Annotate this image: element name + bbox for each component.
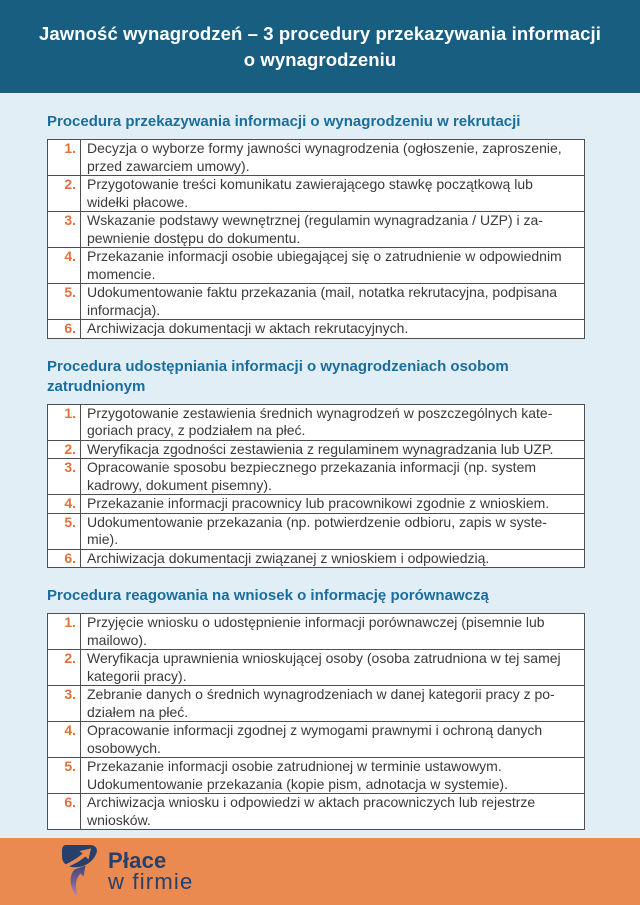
step-text	[81, 549, 585, 568]
step-text	[81, 176, 585, 212]
step-text-line: mie).	[87, 531, 119, 547]
step-text-line: Przygotowanie treści komunikatu zawierającego stawkę początkową lub	[87, 176, 533, 192]
brand-logo	[60, 844, 193, 899]
step-number: 6.	[48, 320, 81, 339]
step-text-line: Przekazanie informacji osobie zatrudnionej w terminie ustawowym.	[87, 758, 502, 774]
step-text	[81, 614, 585, 650]
table-row	[48, 440, 585, 459]
step-text	[81, 212, 585, 248]
step-number: 5.	[48, 758, 81, 794]
step-text-line: Udokumentowanie przekazania (np. potwierdzenie odbioru, zapis w syste-	[87, 513, 547, 530]
logo-wordmark-line-1: Płace	[108, 848, 167, 873]
step-text	[81, 650, 585, 686]
page-title-line-2: o wynagrodzeniu	[243, 48, 397, 70]
page-title-line-1: Jawność wynagrodzeń – 3 procedury przekazywania informacji	[38, 22, 601, 44]
table-row	[48, 284, 585, 320]
step-number: 6.	[48, 794, 81, 830]
step-number: 2.	[48, 650, 81, 686]
step-text-line: Opracowanie informacji zgodnej z wymogami prawnymi i ochroną danych	[87, 722, 543, 738]
step-number: 2.	[48, 440, 81, 459]
table-row	[48, 549, 585, 568]
step-text	[81, 140, 585, 176]
steps-table-recruitment	[47, 139, 585, 339]
step-text-line: wniosków.	[87, 811, 151, 828]
logo-wordmark-line-2: w firmie	[108, 869, 194, 894]
table-row	[48, 722, 585, 758]
table-row	[48, 176, 585, 212]
step-text-line: Archiwizacja dokumentacji w aktach rekrutacyjnych.	[87, 320, 409, 336]
step-text-line: Przekazanie informacji osobie ubiegającej się o zatrudnienie w odpowiednim	[87, 248, 562, 264]
step-text	[81, 722, 585, 758]
step-text-line: Weryfikacja uprawnienia wnioskującej osoby (osoba zatrudniona w tej samej	[87, 650, 561, 666]
step-text-line: działem na płeć.	[87, 703, 189, 720]
table-row	[48, 248, 585, 284]
step-text	[81, 686, 585, 722]
step-text	[81, 513, 585, 549]
footer-banner	[0, 838, 640, 905]
step-text-line: przed zawarciem umowy).	[87, 157, 250, 174]
step-text	[81, 248, 585, 284]
step-number: 1.	[48, 614, 81, 650]
step-text-line: informacja).	[87, 301, 161, 318]
table-row	[48, 495, 585, 514]
table-row	[48, 513, 585, 549]
step-text-line: Zebranie danych o średnich wynagrodzeniach w danej kategorii pracy z po-	[87, 686, 555, 702]
step-text-line: momencie.	[87, 265, 156, 282]
steps-table-employees	[47, 404, 585, 569]
step-text	[81, 320, 585, 339]
header-banner	[0, 0, 640, 93]
step-number: 5.	[48, 284, 81, 320]
step-text	[81, 284, 585, 320]
step-number: 6.	[48, 549, 81, 568]
step-text-line: kadrowy, dokument pisemny).	[87, 476, 272, 493]
step-number: 1.	[48, 404, 81, 440]
table-row	[48, 212, 585, 248]
section-employees	[47, 357, 585, 569]
step-text-line: Przyjęcie wniosku o udostępnienie informacji porównawczej (pisemnie lub	[87, 614, 545, 630]
step-number: 3.	[48, 212, 81, 248]
step-text-line: Przekazanie informacji pracownicy lub pracownikowi zgodnie z wnioskiem.	[87, 495, 550, 511]
step-text-line: Udokumentowanie przekazania (kopie pism, adnotacja w systemie).	[87, 775, 508, 792]
place-w-firmie-logo-icon	[60, 844, 99, 899]
section-recruitment	[47, 112, 585, 339]
content-area	[0, 93, 640, 838]
table-row	[48, 686, 585, 722]
table-row	[48, 650, 585, 686]
step-text-line: Przygotowanie zestawienia średnich wynagrodzeń w poszczególnych kate-	[87, 404, 553, 421]
step-text-line: widełki płacowe.	[87, 193, 189, 210]
step-text-line: pewnienie dostępu do dokumentu.	[87, 229, 301, 246]
step-text-line: Archiwizacja dokumentacji związanej z wnioskiem i odpowiedzią.	[87, 549, 490, 566]
step-number: 3.	[48, 459, 81, 495]
step-text	[81, 758, 585, 794]
step-text-line: Decyzja o wyborze formy jawności wynagrodzenia (ogłoszenie, zaproszenie,	[87, 140, 562, 156]
step-text-line: goriach pracy, z podziałem na płeć.	[87, 422, 306, 438]
section-heading: Procedura przekazywania informacji o wynagrodzeniu w rekrutacji	[47, 113, 521, 130]
section-heading: Procedura reagowania na wniosek o informację porównawczą	[47, 587, 489, 604]
table-row	[48, 794, 585, 830]
step-number: 1.	[48, 140, 81, 176]
step-number: 2.	[48, 176, 81, 212]
step-text-line: Archiwizacja wniosku i odpowiedzi w aktach pracowniczych lub rejestrze	[87, 794, 536, 810]
step-text-line: osobowych.	[87, 739, 161, 756]
step-text-line: kategorii pracy).	[87, 667, 187, 684]
step-text	[81, 495, 585, 514]
table-row	[48, 404, 585, 440]
step-text-line: Wskazanie podstawy wewnętrznej (regulamin wynagradzania / UZP) i za-	[87, 212, 543, 228]
step-text-line: Udokumentowanie faktu przekazania (mail, notatka rekrutacyjna, podpisana	[87, 284, 558, 300]
step-text	[81, 459, 585, 495]
step-text-line: mailowo).	[87, 631, 147, 648]
table-row	[48, 614, 585, 650]
steps-table-comparative	[47, 613, 585, 830]
table-row	[48, 459, 585, 495]
table-row	[48, 758, 585, 794]
step-text-line: Opracowanie sposobu bezpiecznego przekazania informacji (np. system	[87, 459, 537, 475]
section-comparative-request	[47, 586, 585, 830]
table-row	[48, 140, 585, 176]
table-row	[48, 320, 585, 339]
section-heading: Procedura udostępniania informacji o wynagrodzeniach osobom zatrudnionym	[47, 357, 509, 395]
step-number: 5.	[48, 513, 81, 549]
step-text-line: Weryfikacja zgodności zestawienia z regulaminem wynagradzania lub UZP.	[87, 440, 554, 457]
step-number: 3.	[48, 686, 81, 722]
step-text	[81, 404, 585, 440]
step-number: 4.	[48, 722, 81, 758]
step-number: 4.	[48, 495, 81, 514]
step-text	[81, 794, 585, 830]
step-text	[81, 440, 585, 459]
step-number: 4.	[48, 248, 81, 284]
logo-text	[108, 850, 193, 893]
